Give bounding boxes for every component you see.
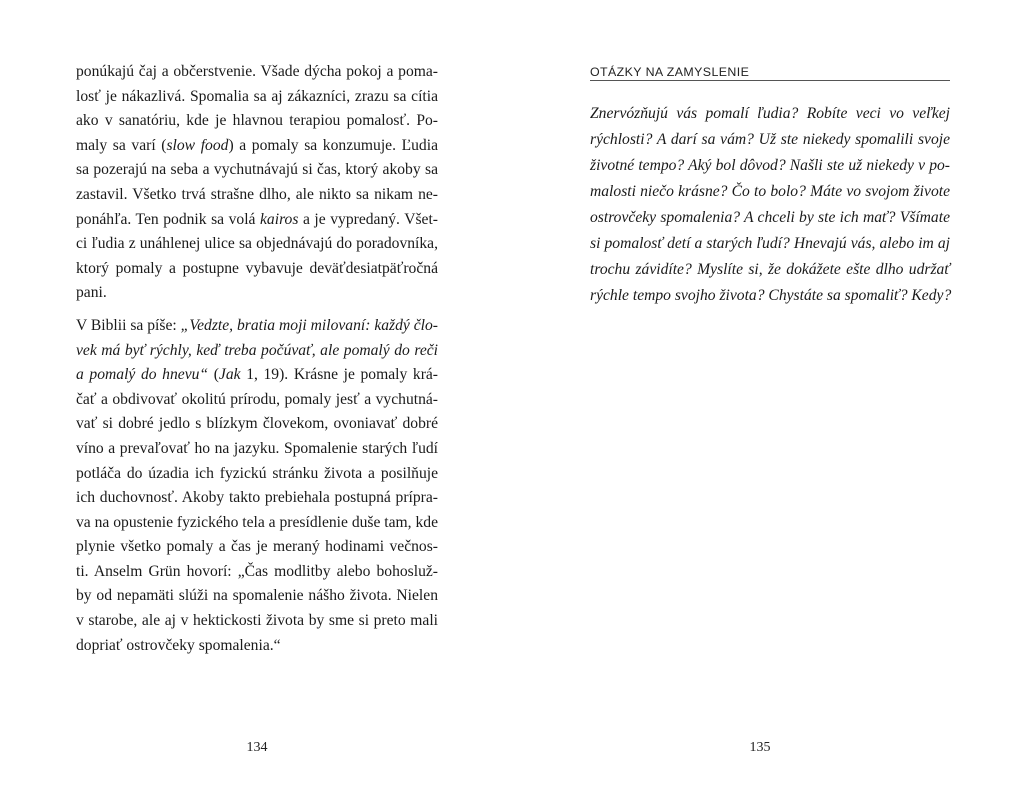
bible-quote: a pomalý do hnevu“ — [76, 366, 209, 384]
italic-term: kairos — [260, 210, 299, 228]
text-line — [76, 314, 438, 339]
text-line: sa pozerajú na seba a vychutnávajú si čas, ktorý akoby sa — [76, 161, 438, 179]
text-line — [76, 208, 438, 233]
text-segment: 1, 19). Krásne je pomaly krá- — [240, 366, 438, 384]
bible-quote: „Vedzte, bratia moji milovaní: každý člo- — [180, 316, 439, 334]
paragraph — [76, 60, 438, 306]
text-line — [76, 134, 438, 159]
text-line: ponúkajú čaj a občerstvenie. Všade dýcha pokoj a poma- — [76, 63, 438, 80]
citation-book: Jak — [218, 366, 241, 384]
question-line: rýchle tempo svojho života? Chystáte sa spomaliť? Kedy? — [590, 287, 952, 304]
body-text — [76, 60, 438, 658]
question-line: životné tempo? Aký bol dôvod? Našli ste už niekedy v po- — [590, 157, 950, 174]
text-line: čať a obdivovať okolitú prírodu, pomaly jesť a vychutná- — [76, 390, 438, 408]
question-line: ostrovčeky spomalenia? A chceli by ste ich mať? Všímate — [590, 209, 950, 226]
section-heading: OTÁZKY NA ZAMYSLENIE — [590, 65, 750, 79]
text-line: by od nepamäti slúži na spomalenie nášho života. Nielen — [76, 587, 438, 605]
page-number: 134 — [246, 740, 268, 755]
text-segment: maly sa varí ( — [76, 136, 167, 154]
question-line: si pomalosť detí a starých ľudí? Hnevajú vás, alebo im aj — [590, 235, 950, 252]
text-line: ich duchovnosť. Akoby takto prebiehala postupná prípra- — [76, 489, 438, 507]
text-line: víno a prevaľovať ho na jazyku. Spomalenie starých ľudí — [76, 439, 438, 457]
text-line: potláča do úzadia ich fyzickú stránku života a posilňuje — [76, 464, 438, 482]
text-line: ci ľudia z unáhlenej ulice sa objednávajú do poradovníka, — [76, 235, 438, 253]
text-line: vať si dobré jedlo s blízkym človekom, ovoniavať dobré — [76, 415, 438, 433]
page-number: 135 — [749, 740, 771, 755]
text-line: dopriať ostrovčeky spomalenia.“ — [76, 636, 281, 654]
paragraph — [76, 314, 438, 658]
italic-term: slow food — [166, 136, 229, 154]
bible-quote-line: vek má byť rýchly, keď treba počúvať, ale pomalý do reči — [76, 341, 438, 359]
text-line: zastavil. Všetko trvá strašne dlho, ale nikto sa nikam ne- — [76, 185, 438, 203]
text-line: plynie všetko pomaly a čas je meraný hodinami večnos- — [76, 538, 438, 556]
text-line: ti. Anselm Grün hovorí: „Čas modlitby alebo bohosluž- — [76, 562, 438, 580]
text-line: va na opustenie fyzického tela a presídlenie duše tam, kde — [76, 513, 438, 531]
right-page — [512, 0, 1024, 801]
paragraph-spacer — [76, 306, 438, 314]
question-line: trochu závidíte? Myslíte si, že dokážete ešte dlho udržať — [590, 261, 950, 278]
question-line: Znervózňujú vás pomalí ľudia? Robíte veci vo veľkej — [590, 105, 950, 122]
text-segment: a je vypredaný. Všet- — [298, 210, 438, 228]
text-line: losť je nákazlivá. Spomalia sa aj zákazníci, zrazu sa cítia — [76, 87, 438, 105]
text-line — [76, 363, 438, 388]
text-line: pani. — [76, 284, 107, 302]
text-segment: ) a pomaly sa konzumuje. Ľudia — [228, 136, 438, 154]
reflection-questions — [590, 101, 950, 309]
text-line: ktorý pomaly a postupne vybavuje deväťdesiatpäťročná — [76, 259, 438, 277]
text-line: v starobe, ale aj v hektickosti života by sme si preto mali — [76, 612, 438, 630]
question-line: malosti niečo krásne? Čo to bolo? Máte vo svojom živote — [590, 183, 950, 200]
text-segment: ( — [208, 366, 219, 384]
text-segment: V Biblii sa píše: — [76, 316, 181, 334]
heading-rule — [590, 80, 950, 81]
text-line: ako v sanatóriu, kde je hlavnou terapiou pomalosť. Po- — [76, 112, 438, 130]
text-segment: ponáhľa. Ten podnik sa volá — [76, 210, 261, 228]
question-line: rýchlosti? A darí sa vám? Už ste niekedy spomalili svoje — [590, 131, 950, 148]
